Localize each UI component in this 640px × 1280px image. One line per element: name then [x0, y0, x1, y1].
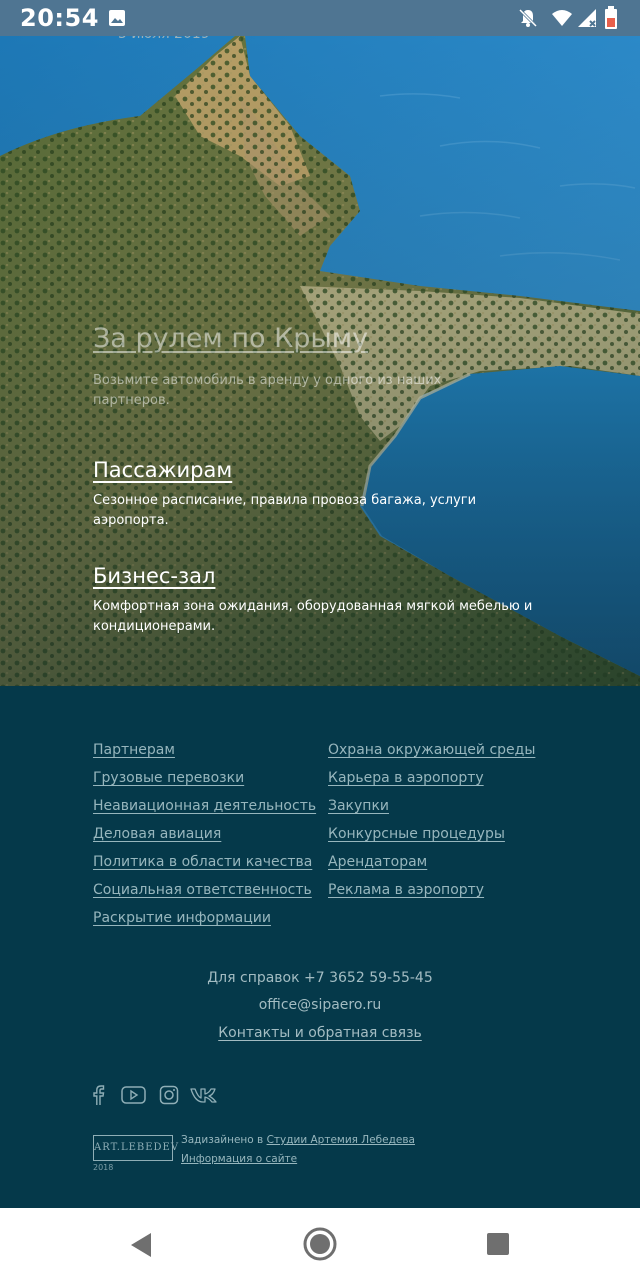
footer-link-tenants[interactable]: Арендаторам — [328, 854, 428, 870]
footer-link-cargo[interactable]: Грузовые перевозки — [93, 770, 245, 786]
card-text-car-rental: Возьмите автомобиль в аренду у одного из наших партнеров. — [93, 373, 442, 408]
battery-icon — [604, 6, 618, 30]
footer-link-advertising[interactable]: Реклама в аэропорту — [328, 882, 485, 898]
facebook-icon[interactable] — [90, 1084, 106, 1106]
footer-link-business-aviation[interactable]: Деловая авиация — [93, 826, 222, 842]
footer-link-procurement[interactable]: Закупки — [328, 798, 390, 814]
home-icon[interactable] — [302, 1226, 338, 1262]
hero-banner — [0, 36, 640, 686]
youtube-icon[interactable] — [121, 1084, 146, 1106]
wifi-icon — [551, 8, 573, 28]
back-icon[interactable] — [129, 1232, 153, 1258]
design-credit — [181, 1134, 415, 1146]
instagram-icon[interactable] — [159, 1084, 179, 1106]
card-text-business-lounge: Комфортная зона ожидания, оборудованная мягкой мебелью и кондиционерами. — [93, 599, 533, 634]
card-title-passengers[interactable]: Пассажирам — [93, 458, 233, 482]
footer-link-tenders[interactable]: Конкурсные процедуры — [328, 826, 505, 842]
footer-link-quality-policy[interactable]: Политика в области качества — [93, 854, 313, 870]
logo-year: 2018 — [93, 1163, 114, 1172]
footer-link-non-aviation[interactable]: Неавиационная деятельность — [93, 798, 317, 814]
cellular-signal-icon — [577, 8, 597, 28]
footer-link-social-responsibility[interactable]: Социальная ответственность — [93, 882, 312, 898]
card-title-car-rental[interactable]: За рулем по Крыму — [93, 323, 369, 354]
contacts-feedback-link[interactable]: Контакты и обратная связь — [218, 1025, 422, 1041]
footer-link-environment[interactable]: Охрана окружающей среды — [328, 742, 536, 758]
art-lebedev-logo[interactable]: ART.LEBEDEV — [93, 1135, 173, 1161]
contact-email[interactable]: office@sipaero.ru — [258, 997, 382, 1013]
footer-link-careers[interactable]: Карьера в аэропорту — [328, 770, 484, 786]
contact-phone[interactable]: Для справок +7 3652 59-55-45 — [207, 970, 433, 986]
navigation-bar — [0, 1208, 640, 1280]
card-text-passengers: Сезонное расписание, правила провоза багажа, услуги аэропорта. — [93, 493, 477, 528]
crimea-landscape-image — [0, 36, 640, 686]
design-credit-prefix: Задизайнено в — [181, 1134, 264, 1146]
studio-link[interactable]: Студии Артемия Лебедева — [266, 1134, 415, 1146]
status-time: 20:54 — [20, 4, 99, 32]
recents-icon[interactable] — [486, 1232, 510, 1256]
footer-link-partners[interactable]: Партнерам — [93, 742, 175, 758]
image-notification-icon — [108, 9, 126, 27]
site-info — [181, 1153, 297, 1165]
footer-link-disclosure[interactable]: Раскрытие информации — [93, 910, 271, 926]
card-title-business-lounge[interactable]: Бизнес-зал — [93, 564, 216, 588]
status-bar — [0, 0, 640, 36]
vk-icon[interactable] — [190, 1084, 218, 1106]
site-info-link[interactable]: Информация о сайте — [181, 1153, 298, 1165]
notifications-off-icon — [518, 8, 538, 28]
footer — [0, 686, 640, 1208]
